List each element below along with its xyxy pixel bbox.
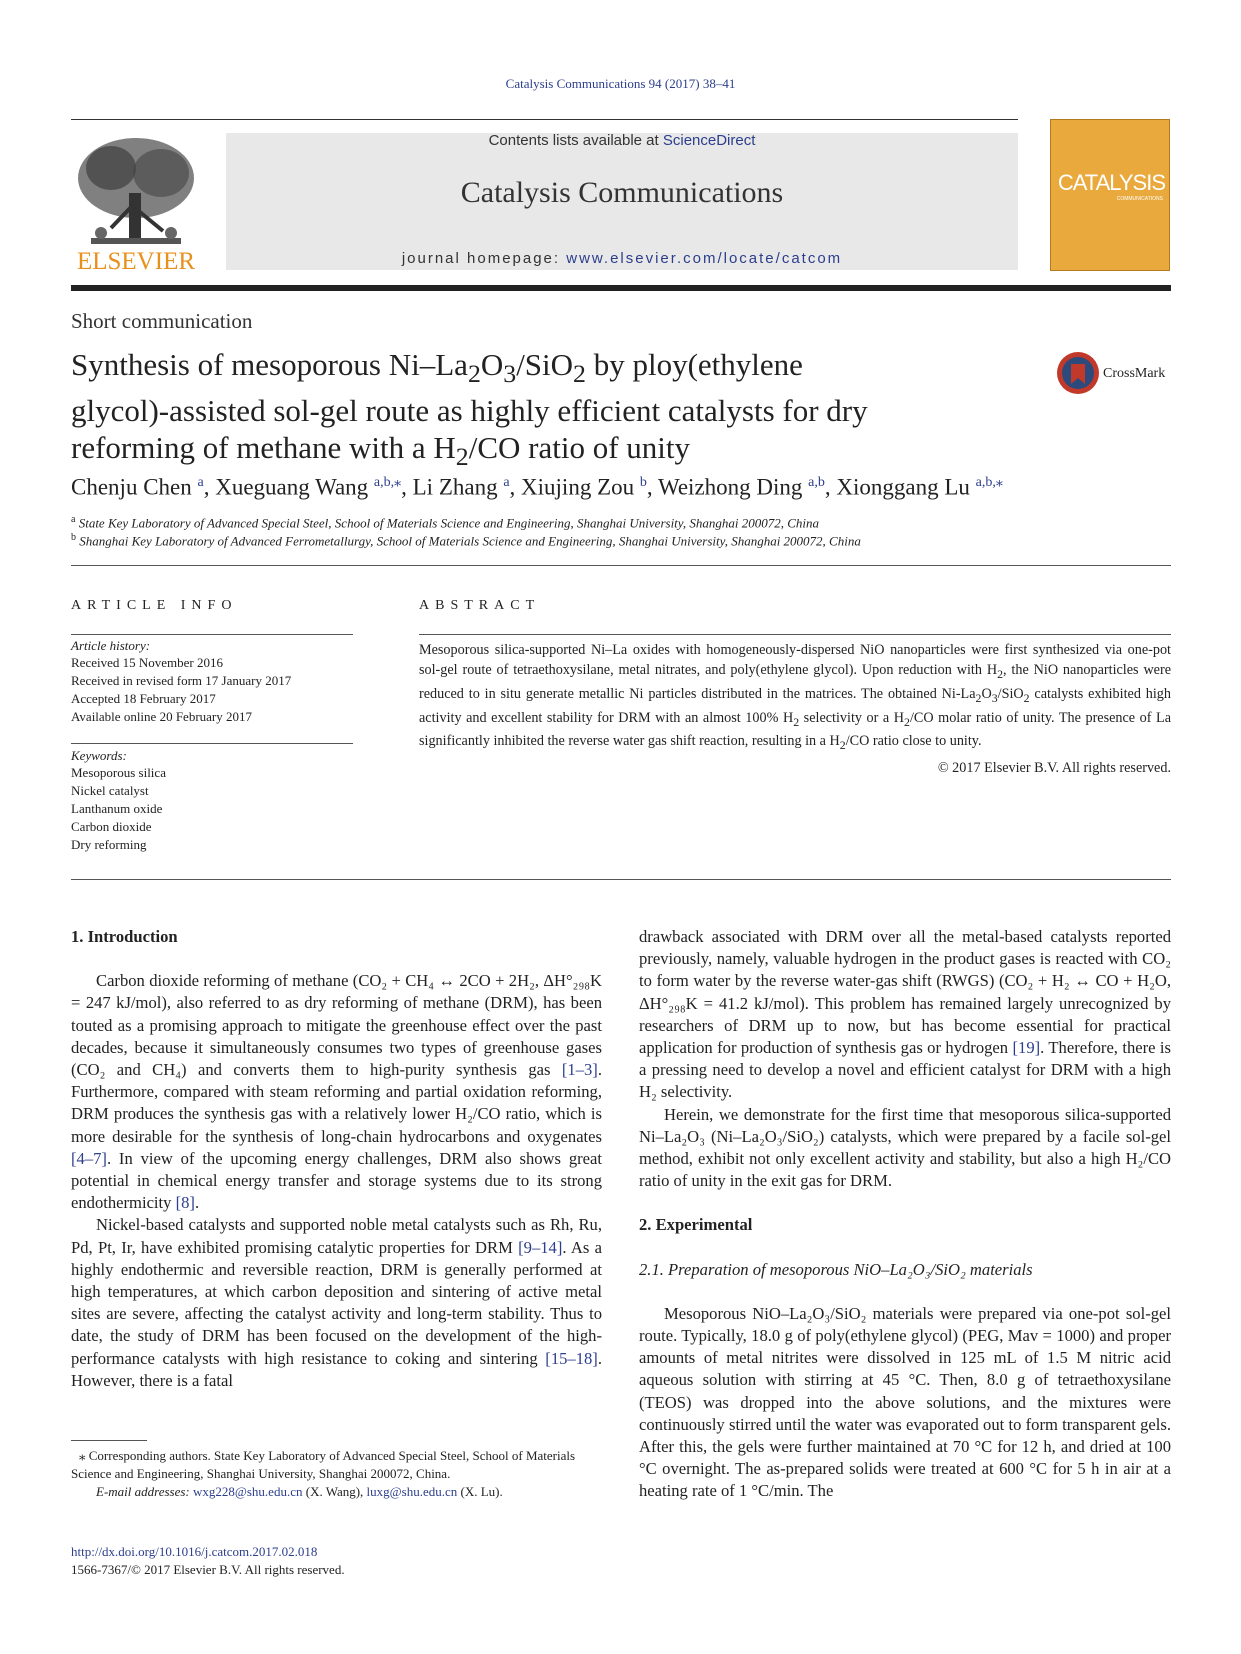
keyword: Dry reforming	[71, 837, 147, 852]
reference-link[interactable]: [9–14]	[518, 1237, 563, 1257]
article-type: Short communication	[71, 309, 253, 333]
author-name: Xueguang Wang	[215, 474, 369, 500]
journal-title: Catalysis Communications	[460, 176, 784, 209]
footnote-rule	[71, 1440, 147, 1441]
issn-copyright: 1566-7367/© 2017 Elsevier B.V. All rights reserved.	[71, 1562, 345, 1577]
contents-prefix: Contents lists available at	[488, 132, 663, 149]
history-item: Accepted 18 February 2017	[71, 691, 216, 706]
journal-reference[interactable]: Catalysis Communications 94 (2017) 38–41	[505, 76, 736, 91]
author-affiliation-mark[interactable]: a	[197, 475, 204, 490]
email-link[interactable]: wxg228@shu.edu.cn	[193, 1484, 303, 1499]
reference-link[interactable]: [19]	[1012, 1038, 1041, 1058]
author-affiliation-mark[interactable]: a,b,⁎	[373, 475, 402, 490]
author-name: Xionggang Lu	[836, 474, 970, 500]
reference-link[interactable]: [15–18]	[545, 1348, 598, 1368]
contents-line	[226, 132, 1018, 149]
header-top-rule	[71, 119, 1018, 120]
right-column	[639, 926, 1171, 1503]
keyword: Mesoporous silica	[71, 765, 166, 780]
keywords-block: Keywords: Mesoporous silica Nickel catalyst Lanthanum oxide Carbon dioxide Dry reforming	[71, 748, 361, 854]
abstract-text: Mesoporous silica-supported Ni–La oxides with homogeneously-dispersed NiO nanoparticles were first synthesized via one-pot sol-gel route of tetraethoxysilane, metal nitrates, and poly(ethylene glycol). Upon reduction with $H_2$, the NiO nanoparticles were reduced to in situ generate metallic Ni particles distributed in the matrices. The obtained $Ni-La_2O_3/SiO_2$ catalysts exhibited high activity and excellent stability for DRM with an almost 100% $H_2$ selectivity or a $H_2/CO$ molar ratio of unity. The presence of La significantly inhibited the reverse water gas shift reaction, resulting in a $H_2/CO$ ratio close to unity.	[419, 642, 1172, 753]
homepage-link[interactable]: www.elsevier.com/locate/catcom	[566, 250, 843, 267]
reference-link[interactable]: [8]	[175, 1193, 195, 1213]
intro-paragraph-1: Carbon dioxide reforming of methane (CO₂ + CH₄ ↔ 2CO + 2H₂, ΔH°₂₉₈K = 247 kJ/mol), also referred to as dry reforming of methane (DRM), has been touted as a promising approach to mitigate the greenhouse effect over the past decades, because it simultaneously consumes two types of greenhouse gases (CO₂ and CH₄) and converts them to high-purity synthesis gas [1–3]. Furthermore, compared with steam reforming and partial oxidation reforming, DRM produces the synthesis gas with a relatively lower H₂/CO ratio, which is more desirable for the synthesis of long-chain hydrocarbons and oxygenates [4–7]. In view of the upcoming energy challenges, DRM also shows great potential in chemical energy transfer and storage systems due to its strong endothermicity [8].	[71, 971, 602, 1213]
introduction-heading: 1. Introduction	[71, 927, 178, 946]
intro-paragraph-3: drawback associated with DRM over all the metal-based catalysts reported previously, namely, valuable hydrogen in the product gases is reacted with CO₂ to form water by the reverse water-gas shift (RWGS) (CO₂ + H₂ ↔ CO + H₂O, ΔH°₂₉₈K = 41.2 kJ/mol). This problem has remained largely unrecognized by researchers of DRM up to now, but has become essential for practical application for production of synthesis gas or hydrogen [19]. Therefore, there is a pressing need to develop a novel and efficient catalyst for DRM with a high H₂ selectivity.	[639, 927, 1171, 1102]
keywords-rule	[71, 743, 353, 744]
abstract-rule	[419, 634, 1171, 635]
cover-subtitle: COMMUNICATIONS	[1116, 196, 1163, 202]
left-column	[71, 926, 602, 1392]
intro-paragraph-2: Nickel-based catalysts and supported noble metal catalysts such as Rh, Ru, Pd, Pt, Ir, have exhibited promising catalytic properties for DRM [9–14]. As a highly endothermic and reversible reaction, DRM is generally performed at high temperatures, at which carbon deposition and sintering of active metal sites are severe, affecting the catalyst activity and long-term stability. Thus to date, the study of DRM has been focused on the development of the high-performance catalysts with high resistance to coking and sintering [15–18]. However, there is a fatal	[71, 1215, 602, 1390]
history-item: Received 15 November 2016	[71, 655, 223, 670]
front-matter-rule	[71, 879, 1171, 880]
subsection-heading: 2.1. Preparation of mesoporous NiO–La₂O₃/SiO₂ materials	[639, 1259, 1033, 1279]
abstract-copyright: © 2017 Elsevier B.V. All rights reserved.	[937, 760, 1171, 776]
author-affiliation-mark[interactable]: a	[503, 475, 510, 490]
intro-paragraph-4: Herein, we demonstrate for the first time that mesoporous silica-supported Ni–La₂O₃ (Ni–La₂O₃/SiO₂) catalysts, which were prepared by a facile sol-gel method, exhibit not only excellent activity and stability, but also a high H₂/CO ratio of unity in the exit gas for DRM.	[639, 1104, 1171, 1191]
homepage-prefix: journal homepage:	[401, 250, 567, 267]
sciencedirect-link[interactable]: ScienceDirect	[662, 132, 756, 149]
crossmark-label: CrossMark	[1103, 366, 1166, 381]
reference-link[interactable]: [4–7]	[71, 1148, 107, 1168]
journal-cover-thumbnail[interactable]	[1050, 119, 1170, 271]
author-list: Chenju Chen $^a$, Xueguang Wang $^{a,b,⁎}$, Li Zhang $^a$, Xiujing Zou $^b$, Weizhong Ding $^{a,b}$, Xionggang Lu $^{a,b,⁎}$	[71, 474, 1003, 500]
publisher-wordmark: ELSEVIER	[76, 248, 196, 275]
author-name: Weizhong Ding	[657, 474, 803, 500]
article-info-heading: ARTICLE INFO	[71, 598, 238, 613]
author-name: Chenju Chen	[71, 474, 192, 500]
keyword: Carbon dioxide	[71, 819, 152, 834]
affiliation-rule	[71, 565, 1171, 566]
history-item: Received in revised form 17 January 2017	[71, 673, 292, 688]
corresponding-author-footnote: ⁎ Corresponding authors. State Key Laboratory of Advanced Special Steel, School of Materials Science and Engineering, Shanghai University, Shanghai 200072, China. E-mail addresses: wxg228@shu.edu.cn (X. Wang), luxg@shu.edu.cn (X. Lu).	[71, 1448, 576, 1499]
experimental-paragraph-1: Mesoporous NiO–La₂O₃/SiO₂ materials were prepared via one-pot sol-gel route. Typically, 18.0 g of poly(ethylene glycol) (PEG, Mav = 1000) and proper amounts of metal nitrites were dissolved in 125 mL of 1.5 M nitric acid aqueous solution with stirring at 45 °C. Then, 8.0 g of tetraethoxysilane (TEOS) was dropped into the above solutions, and the mixtures were continuously stirred until the water was evaporated out to form transparent gels. After this, the gels were further maintained at 70 °C for 12 h, and dried at 100 °C overnight. The as-prepared solids were treated at 600 °C for 5 h in air at a heating rate of 1 °C/min. The	[639, 1303, 1171, 1501]
email-link[interactable]: luxg@shu.edu.cn	[366, 1484, 458, 1499]
author-name: Li Zhang	[412, 474, 498, 500]
article-info-rule	[71, 634, 353, 635]
reference-link[interactable]: [1–3]	[561, 1060, 598, 1080]
doi-link[interactable]: http://dx.doi.org/10.1016/j.catcom.2017.02.018	[71, 1544, 318, 1559]
author-affiliation-mark[interactable]: b	[639, 475, 647, 490]
abstract-heading: ABSTRACT	[419, 598, 541, 613]
author-name: Xiujing Zou	[521, 474, 635, 500]
history-item: Available online 20 February 2017	[71, 709, 252, 724]
crossmark-icon	[1055, 350, 1101, 396]
affiliation-a: $^a$ State Key Laboratory of Advanced Special Steel, School of Materials Science and Engineering, Shanghai University, Shanghai 200072, China	[71, 514, 819, 531]
experimental-heading: 2. Experimental	[639, 1215, 753, 1235]
homepage-line	[226, 250, 1018, 267]
article-history: Article history: Received 15 November 2016 Received in revised form 17 January 2017 Accepted 18 February 2017 Available online 20 February 2017	[71, 638, 361, 726]
keyword: Nickel catalyst	[71, 783, 149, 798]
cover-title: CATALYSIS	[1057, 170, 1165, 195]
article-title: Synthesis of mesoporous $Ni-La_2O_3/SiO_2$ by ploy(ethylene glycol)-assisted sol-gel route as highly efficient catalysts for dry reforming of methane with a $H_2/CO$ ratio of unity	[71, 347, 868, 472]
author-affiliation-mark[interactable]: a,b,⁎	[975, 475, 1003, 490]
header-bottom-rule	[71, 285, 1171, 291]
affiliation-b: $^b$ Shanghai Key Laboratory of Advanced Ferrometallurgy, School of Materials Science and Engineering, Shanghai University, Shanghai 200072, China	[71, 532, 861, 549]
crossmark-badge[interactable]	[1055, 350, 1180, 400]
author-affiliation-mark[interactable]: a,b	[808, 475, 825, 490]
keyword: Lanthanum oxide	[71, 801, 163, 816]
